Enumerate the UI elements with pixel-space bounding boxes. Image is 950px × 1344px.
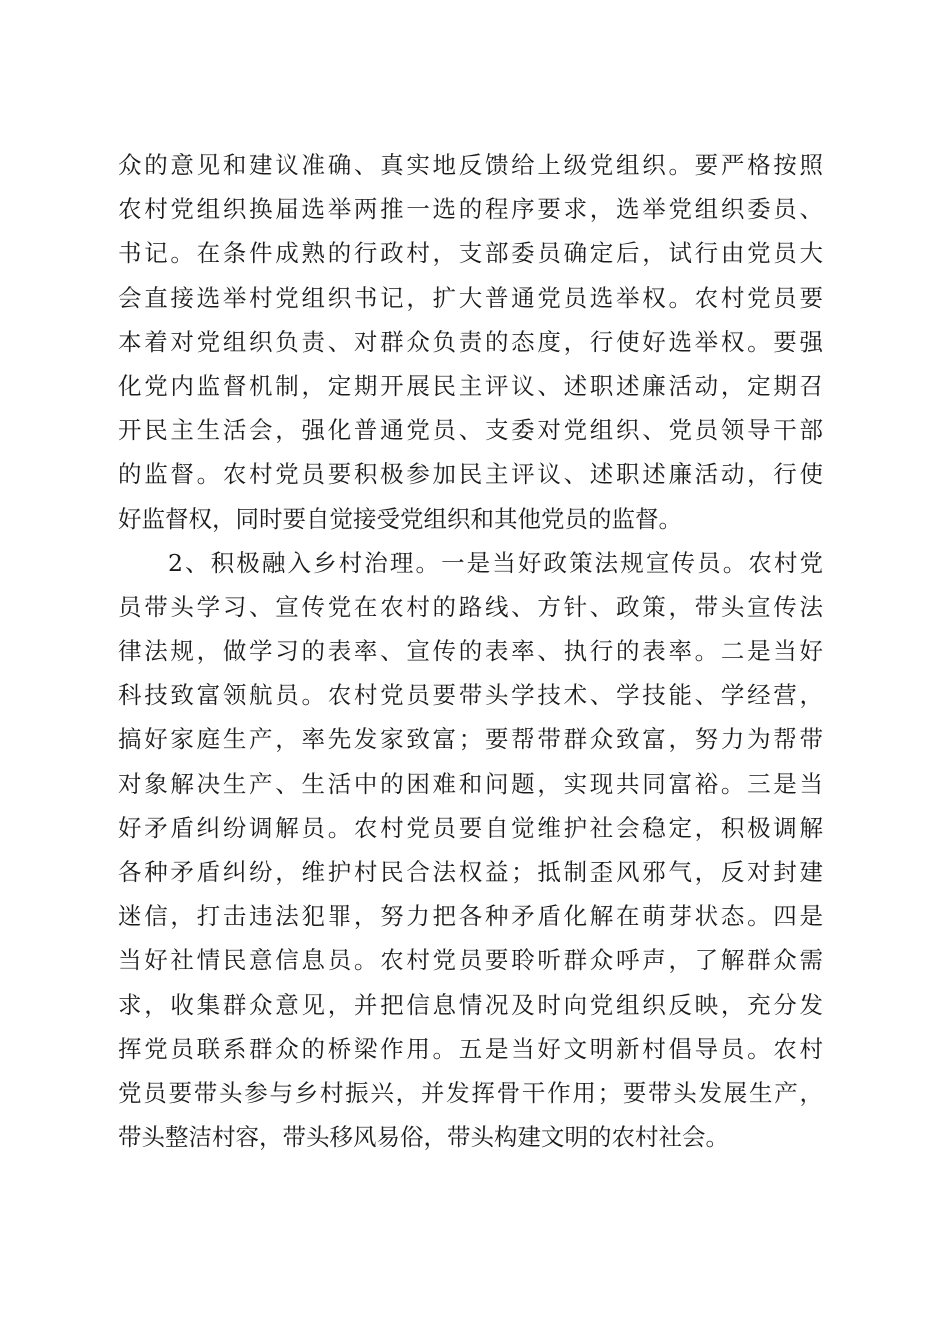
text-line: 当好社情民意信息员。农村党员要聆听群众呼声，了解群众需	[118, 946, 823, 975]
text-line: 农村党组织换届选举两推一选的程序要求，选举党组织委员、	[118, 195, 823, 224]
document-body	[118, 143, 823, 1159]
paragraph-1	[118, 143, 823, 541]
text-line: 各种矛盾纠纷，维护村民合法权益；抵制歪风邪气，反对封建	[118, 858, 823, 886]
text-line: 好矛盾纠纷调解员。农村党员要自觉维护社会稳定，积极调解	[118, 813, 823, 842]
text-line: 开民主生活会，强化普通党员、支委对党组织、党员领导干部	[118, 416, 823, 445]
text-line: 党员要带头参与乡村振兴，并发挥骨干作用；要带头发展生产，	[118, 1078, 823, 1107]
text-line: 好监督权，同时要自觉接受党组织和其他党员的监督。	[118, 504, 682, 533]
text-line: 员带头学习、宣传党在农村的路线、方针、政策，带头宣传法	[118, 592, 823, 621]
text-line: 律法规，做学习的表率、宣传的表率、执行的表率。二是当好	[118, 637, 823, 666]
text-line: 会直接选举村党组织书记，扩大普通党员选举权。农村党员要	[118, 283, 823, 312]
text-line: 众的意见和建议准确、真实地反馈给上级党组织。要严格按照	[118, 151, 823, 179]
text-line: 求，收集群众意见，并把信息情况及时向党组织反映，充分发	[118, 990, 823, 1019]
text-line: 的监督。农村党员要积极参加民主评议、述职述廉活动，行使	[118, 460, 823, 489]
text-line: 2、积极融入乡村治理。一是当好政策法规宣传员。农村党	[168, 548, 823, 577]
text-line: 迷信，打击违法犯罪，努力把各种矛盾化解在萌芽状态。四是	[118, 902, 823, 931]
text-line: 搞好家庭生产，率先发家致富；要帮带群众致富，努力为帮带	[118, 725, 823, 754]
text-line: 本着对党组织负责、对群众负责的态度，行使好选举权。要强	[118, 327, 823, 356]
text-line: 对象解决生产、生活中的困难和问题，实现共同富裕。三是当	[118, 769, 823, 798]
text-line: 科技致富领航员。农村党员要带头学技术、学技能、学经营，	[118, 681, 823, 710]
text-line: 书记。在条件成熟的行政村，支部委员确定后，试行由党员大	[118, 239, 823, 268]
paragraph-2	[118, 541, 823, 1160]
text-line: 挥党员联系群众的桥梁作用。五是当好文明新村倡导员。农村	[118, 1034, 823, 1063]
text-line: 化党内监督机制，定期开展民主评议、述职述廉活动，定期召	[118, 371, 823, 400]
text-line: 带头整洁村容，带头移风易俗，带头构建文明的农村社会。	[118, 1123, 729, 1152]
